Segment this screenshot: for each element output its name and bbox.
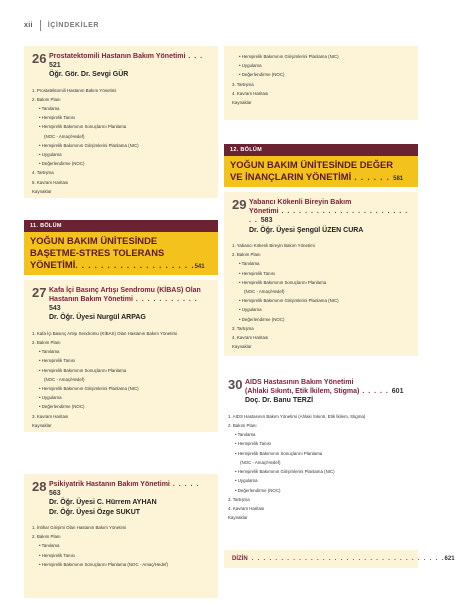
index-label: DİZİN (232, 556, 248, 563)
index-page: 621 (444, 556, 455, 563)
chapter-title-text: Kafa İçi Basınç Artışı Sendromu (KİBAS) Olan (49, 287, 201, 294)
list-item: 3. Tartışma (228, 496, 250, 502)
section-page: 541 (194, 263, 205, 270)
list-item: Kaynaklar (232, 344, 252, 350)
section-title-line: BAŞETME-STRES TOLERANS (30, 246, 165, 258)
list-item: 1. Kafa İçi Basınç Artışı Sendromu (KİBAS) Olan Hastanın Bakım Yönetimi (32, 330, 178, 336)
page-number: xii (24, 22, 33, 29)
list-item: • Tanılama (39, 543, 60, 549)
chapter-contents (32, 523, 210, 569)
list-item: (NOC - Amaç/Hedef) (244, 288, 285, 294)
chapter-26-entry[interactable] (24, 46, 218, 198)
chapter-author: Öğr. Gör. Dr. Sevgi GÜR (49, 71, 129, 79)
chapter-page: 521 (49, 62, 61, 70)
chapter-page: 583 (260, 217, 273, 225)
page-header (24, 20, 99, 31)
chapter-title[interactable] (245, 378, 410, 396)
list-item: Kaynaklar (32, 422, 52, 428)
list-item: • Uygulama (239, 63, 262, 69)
section-title (24, 232, 218, 275)
list-item: • Değerlendirme (NOC) (239, 316, 285, 322)
chapter-contents (232, 52, 410, 107)
list-item: (NOC - Amaç/Hedef) (44, 376, 85, 382)
leader-dots: . . . . . . . . . . . . . . . . . . . . . . . . (249, 208, 409, 225)
list-item: • Hemşirelik Bakımının Sonuçlarını Planlama (NOC - Amaç/Hedef) (39, 561, 168, 567)
section-label: 12. BÖLÜM (224, 144, 418, 156)
section-11-header[interactable] (24, 220, 218, 275)
chapter-author: Dr. Öğr. Üyesi Özge SUKUT (49, 508, 141, 516)
section-title-line: YOĞUN BAKIM ÜNİTESİNDE (30, 235, 158, 246)
list-item: • Değerlendirme (NOC) (39, 161, 85, 167)
list-item: • Hemşirelik Bakımının Sonuçlarını Planlama (235, 450, 323, 456)
chapter-contents (228, 412, 410, 522)
list-item: 3. Tartışma (232, 81, 254, 87)
section-12-header[interactable] (224, 144, 418, 187)
list-item: • Hemşirelik Bakımının Girişimlerini Planlama (NIC) (39, 385, 139, 391)
chapter-contents (32, 86, 210, 196)
chapter-title-text: (Ahlaki Sıkıntı, Etik İkilem, Stigma) (245, 388, 360, 396)
list-item: • Uygulama (239, 307, 262, 313)
list-item: • Uygulama (39, 152, 62, 158)
list-item: 1. Yabancı Kökenli Bireyin Bakım Yönetimi (232, 242, 315, 248)
chapter-contents (232, 241, 410, 351)
list-item: • Uygulama (39, 395, 62, 401)
list-item: 1. AIDS Hastasının Bakım Yönetimi (Ahlaki Sıkıntı, Etik İkilem, Stigma) (228, 413, 366, 419)
leader-dots: . . . . . . . . . . . . . . . . . . . (75, 260, 195, 270)
chapter-title-text: Yönetimi (249, 208, 279, 216)
chapter-author: Dr. Öğr. Üyesi Şengül ÜZEN CURA (249, 226, 364, 234)
list-item: 4. Kavram Haritası (228, 505, 265, 511)
chapter-number: 26 (32, 51, 47, 66)
list-item: • Hemşirelik Bakımının Girişimlerini Planlama (NIC) (239, 54, 339, 59)
chapter-number: 30 (228, 377, 243, 393)
list-item: • Hemşirelik Bakımının Sonuçlarını Planlama (39, 124, 127, 130)
chapter-author: Doç. Dr. Banu TERZİ (245, 397, 314, 405)
list-item: • Değerlendirme (NOC) (235, 487, 281, 493)
list-item: • Hemşirelik Tanısı (39, 552, 76, 558)
header-divider (40, 20, 41, 31)
list-item: Kaynaklar (232, 100, 252, 106)
list-item: • Hemşirelik Tanısı (235, 441, 272, 447)
list-item: • Değerlendirme (NOC) (239, 72, 285, 78)
chapter-title-text: Hastanın Bakım Yönetimi (49, 296, 133, 304)
list-item: 1. İntihar Girişimi Olan Hastanın Bakım Yönetimi (32, 525, 127, 531)
list-item: • Hemşirelik Bakımının Sonuçlarını Planlama (39, 367, 127, 373)
list-item: • Tanılama (235, 432, 256, 438)
list-item: 4. Tartışma (32, 170, 54, 176)
list-item: Kaynaklar (228, 515, 248, 521)
list-item: 2. Bakım Planı (32, 96, 61, 102)
chapter-title[interactable] (249, 198, 410, 225)
section-title-line: YÖNETİMİ (30, 258, 76, 270)
leader-dots: . . . (185, 53, 204, 60)
list-item: • Hemşirelik Tanısı (39, 115, 76, 121)
list-item: 2. Bakım Planı (32, 534, 61, 540)
chapter-title-text: Psikiyatrik Hastanın Bakım Yönetimi (49, 481, 170, 488)
chapter-title[interactable] (49, 480, 210, 498)
list-item: • Hemşirelik Bakımının Girişimlerini Planlama (NIC) (39, 142, 139, 148)
list-item: • Değerlendirme (NOC) (39, 404, 85, 410)
leader-dots: . . . . . . . . . . . . . . . . . . . . . . . . . . . . . . . . . (251, 556, 445, 563)
section-page: 581 (393, 175, 404, 182)
section-title (224, 156, 418, 187)
chapter-28-continued (224, 46, 418, 120)
list-item: • Hemşirelik Bakımının Girişimlerini Planlama (NIC) (239, 298, 339, 304)
chapter-contents (32, 329, 210, 430)
index-entry[interactable] (224, 550, 455, 568)
list-item: 3. Tartışma (232, 325, 254, 331)
list-item: (NOC - Amaç/Hedef) (240, 459, 281, 465)
section-label: 11. BÖLÜM (24, 220, 218, 232)
list-item: • Hemşirelik Bakımının Girişimlerini Planlama (NIC) (235, 469, 335, 475)
chapter-page: 601 (391, 388, 404, 396)
left-column (24, 46, 218, 604)
list-item: 5. Kavram Haritası (32, 179, 69, 185)
section-title-line: VE İNANÇLARIN YÖNETİMİ (230, 170, 352, 182)
list-item: • Hemşirelik Tanısı (239, 270, 276, 276)
list-item: 2. Bakım Planı (32, 339, 61, 345)
chapter-28-entry[interactable] (24, 474, 218, 598)
leader-dots: . . . . . (169, 481, 200, 488)
chapter-number: 27 (32, 285, 47, 300)
list-item: • Tanılama (239, 261, 260, 267)
list-item: 2. Bakım Planı (228, 423, 257, 429)
list-item: • Hemşirelik Bakımının Sonuçlarını Planlama (239, 279, 327, 285)
chapter-27-entry[interactable] (24, 280, 218, 432)
chapter-author: Dr. Öğr. Üyesi Nurgül ARPAG (49, 314, 146, 322)
list-item: (NOC - Amaç/Hedef) (44, 133, 85, 139)
chapter-page: 563 (49, 490, 61, 498)
chapter-30-entry[interactable] (224, 372, 418, 534)
list-item: 1. Prostatektomili Hastanın Bakım Yönetimi (32, 87, 117, 93)
chapter-page: 543 (49, 305, 61, 313)
list-item: Kaynaklar (32, 188, 52, 194)
chapter-number: 28 (32, 479, 47, 494)
leader-dots: . . . . . (359, 388, 392, 396)
chapter-number: 29 (232, 197, 247, 213)
right-column (224, 46, 455, 574)
list-item: • Tanılama (39, 106, 60, 112)
chapter-title-text: Prostatektomili Hastanın Bakım Yönetimi (49, 53, 186, 60)
chapter-author: Dr. Öğr. Üyesi C. Hürrem AYHAN (49, 499, 157, 507)
list-item: 2. Bakım Planı (232, 252, 261, 258)
leader-dots: . . . . . . . . . . . (132, 296, 198, 304)
list-item: • Uygulama (235, 478, 258, 484)
chapter-title-text: AIDS Hastasının Bakım Yönetimi (245, 379, 354, 387)
chapter-title[interactable] (49, 286, 210, 313)
list-item: • Hemşirelik Tanısı (39, 358, 76, 364)
list-item: 4. Kavram Haritası (232, 335, 269, 340)
section-title-line: YOĞUN BAKIM ÜNİTESİNDE DEĞER (230, 159, 394, 170)
list-item: 3. Kavram Haritası (32, 413, 69, 419)
list-item: 4. Kavram Haritası (232, 90, 269, 96)
leader-dots: . . . . . . (351, 172, 394, 182)
page-title: İÇİNDEKİLER (47, 22, 100, 29)
chapter-title[interactable] (49, 52, 210, 70)
chapter-29-entry[interactable] (224, 192, 418, 356)
chapter-title-text: Yabancı Kökenli Bireyin Bakım (249, 199, 352, 207)
list-item: • Tanılama (39, 349, 60, 355)
